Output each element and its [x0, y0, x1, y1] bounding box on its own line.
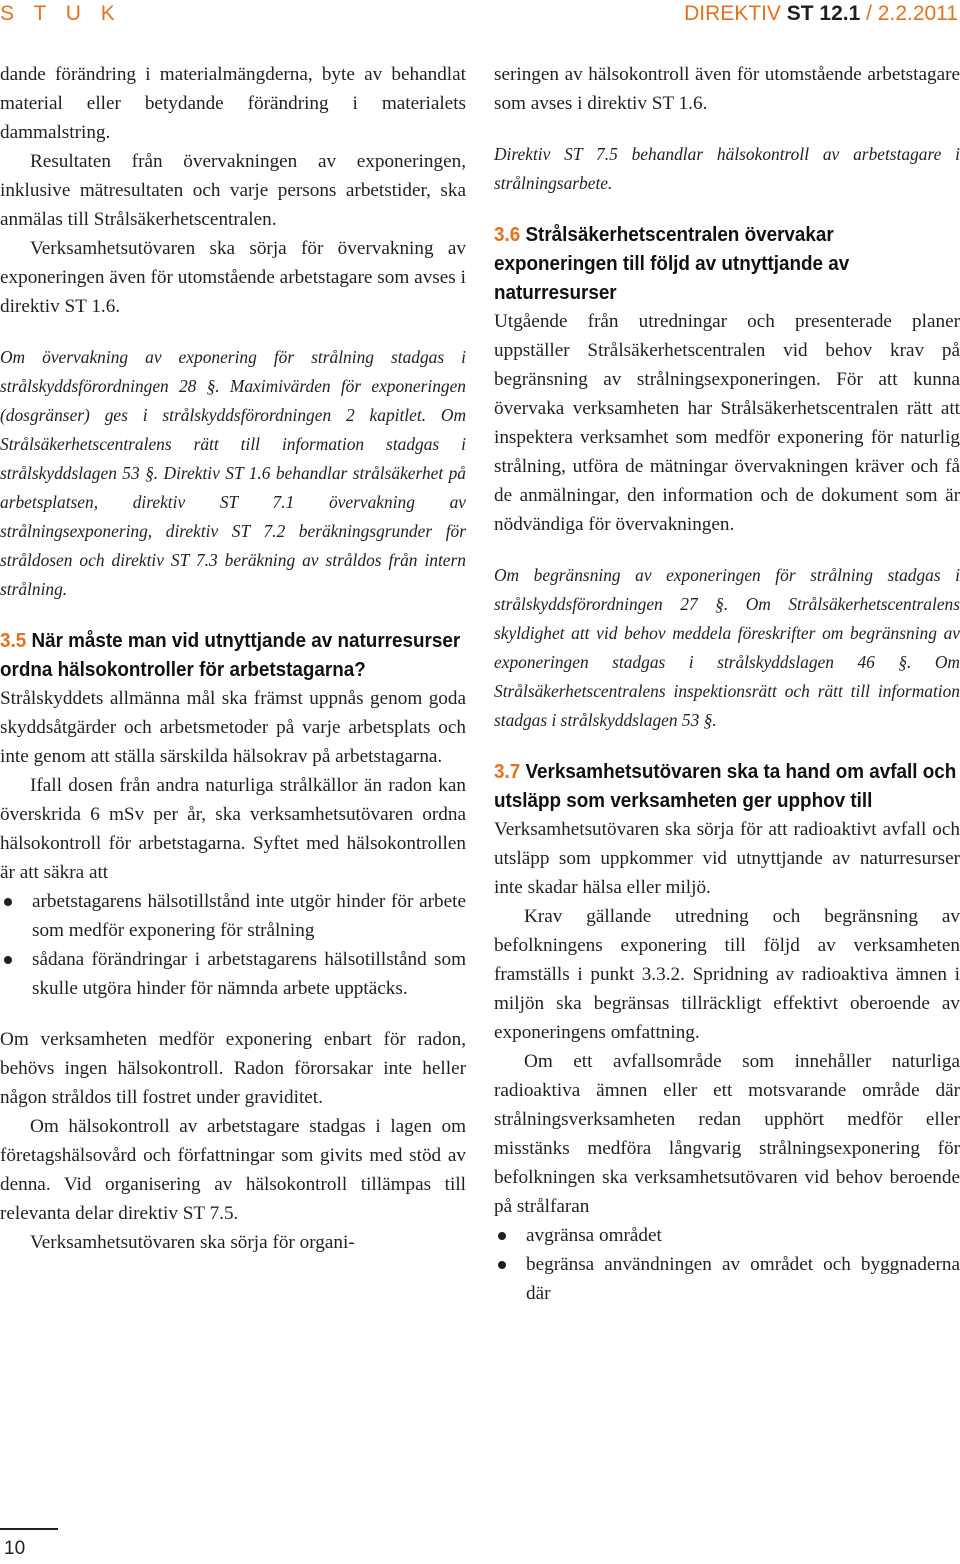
left-column — [0, 60, 466, 1257]
paragraph: Om hälsokontroll av arbetstagare stadgas i lagen om företagshälsovård och författningar som givits med stöd av denna. Vid organisering av hälsokontroll tillämpas till relevanta delar direktiv ST 7.5. — [0, 1116, 466, 1224]
section-title: Strålsäkerhetscentralen övervakar exponeringen till följd av utnyttjande av naturresurser — [494, 223, 850, 304]
section-title: När måste man vid utnyttjande av naturresurser ordna hälsokontroller för arbetstagarna? — [0, 629, 461, 681]
paragraph: Strålskyddets allmänna mål ska främst uppnås genom goda skyddsåtgärder och arbetsmetoder på varje arbetsplats och inte genom att ställa särskilda hälsokrav på arbetstagarna. — [0, 688, 466, 767]
section-heading-3-5 — [0, 626, 463, 684]
list-item: arbetstagarens hälsotillstånd inte utgör hinder för arbete som medför exponering för strålning — [0, 887, 466, 945]
section-number: 3.5 — [0, 629, 27, 652]
list-item: avgränsa området — [494, 1221, 960, 1250]
page-number: 10 — [4, 1538, 26, 1559]
paragraph: Verksamhetsutövaren ska sörja för att radioaktivt avfall och utsläpp som uppkommer vid utnyttjande av naturresurser inte skadar hälsa eller miljö. — [494, 819, 960, 898]
paragraph: Verksamhetsutövaren ska sörja för övervakning av exponeringen även för utomstående arbetstagare som avses i direktiv ST 1.6. — [0, 238, 466, 317]
paragraph: Om verksamheten medför exponering enbart för radon, behövs ingen hälsokontroll. Radon förorsakar inte heller någon stråldos till fostret under graviditet. — [0, 1029, 466, 1108]
section-number: 3.6 — [494, 223, 521, 246]
list-item: begränsa användningen av området och byggnaderna där — [494, 1250, 960, 1308]
page-header — [0, 0, 960, 30]
section-heading-3-7 — [494, 757, 957, 815]
legal-reference-note: Om begränsning av exponeringen för strålning stadgas i strålskyddsförordningen 27 §. Om Strålsäkerhetscentralens skyldighet att vid behov meddela föreskrifter om begränsning av exponeringen stadgas i strålskyddslagen 46 §. Om Strålsäkerhetscentralens inspektionsrätt och rätt till information stadgas i strålskyddslagen 53 §. — [494, 565, 960, 730]
section-heading-3-6 — [494, 220, 957, 307]
right-column — [494, 60, 960, 1308]
publisher-mark: S T U K — [0, 2, 122, 25]
paragraph: Ifall dosen från andra naturliga strålkällor än radon kan överskrida 6 mSv per år, ska verksamhetsutövaren ordna hälsokontroll för arbetstagarna. Syftet med hälsokontrollen är att säkra att — [0, 775, 466, 883]
directive-date: / 2.2.2011 — [860, 2, 958, 25]
paragraph: seringen av hälsokontroll även för utomstående arbetstagare som avses i direktiv ST 1.6. — [494, 64, 960, 114]
paragraph: Verksamhetsutövaren ska sörja för organi- — [30, 1232, 355, 1253]
legal-reference-note: Direktiv ST 7.5 behandlar hälsokontroll av arbetstagare i strålningsarbete. — [494, 144, 960, 193]
paragraph: Resultaten från övervakningen av exponeringen, inklusive mätresultaten och varje persons arbetstider, ska anmälas till Strålsäkerhetscentralen. — [0, 151, 466, 230]
footer-rule — [0, 1528, 58, 1530]
legal-reference-note: Om övervakning av exponering för strålning stadgas i strålskyddsförordningen 28 §. Maximivärden för exponeringen (dosgränser) ges i strålskyddsförordningen 2 kapitlet. Om Strålsäkerhetscentralens rätt till information stadgas i strålskyddslagen 53 §. Direktiv ST 1.6 behandlar strålsäkerhet på arbetsplatsen, direktiv ST 7.1 övervakning av strålningsexponering, direktiv ST 7.2 beräkningsgrunder för stråldosen och direktiv ST 7.3 beräkning av stråldos från intern strålning. — [0, 347, 466, 599]
directive-prefix: DIREKTIV — [684, 2, 787, 25]
bullet-list — [494, 1221, 960, 1308]
section-number: 3.7 — [494, 760, 521, 783]
bullet-list — [0, 887, 466, 1003]
directive-code: ST 12.1 — [786, 2, 861, 25]
paragraph: dande förändring i materialmängderna, byte av behandlat material eller betydande förändring i materialets dammalstring. — [0, 64, 466, 143]
paragraph: Krav gällande utredning och begränsning av befolkningens exponering till följd av verksamheten framställs i punkt 3.3.2. Spridning av radioaktiva ämnen i miljön ska begränsas tillräckligt effektivt oberoende av exponeringens omfattning. — [494, 906, 960, 1043]
directive-reference — [684, 2, 958, 26]
paragraph: Utgående från utredningar och presenterade planer uppställer Strålsäkerhetscentralen vid behov krav på begränsning av strålningsexponeringen. För att kunna övervaka verksamheten har Strålsäkerhetscentralen rätt att inspektera verksamhet som medför exponering för naturlig strålning, utföra de mätningar övervakningen kräver och få de anmälningar, den information och de dokument som är nödvändiga för övervakningen. — [494, 311, 960, 535]
list-item: sådana förändringar i arbetstagarens hälsotillstånd som skulle utgöra hinder för nämnda arbete upptäcks. — [0, 945, 466, 1003]
paragraph: Om ett avfallsområde som innehåller naturliga radioaktiva ämnen eller ett motsvarande område där strålningsverksamheten redan upphört medför eller misstänks medföra långvarig strålningsexponering för befolkningen ska verksamhetsutövaren vid behov beroende på strålfaran — [494, 1051, 960, 1217]
section-title: Verksamhetsutövaren ska ta hand om avfall och utsläpp som verksamheten ger upphov till — [494, 760, 957, 812]
